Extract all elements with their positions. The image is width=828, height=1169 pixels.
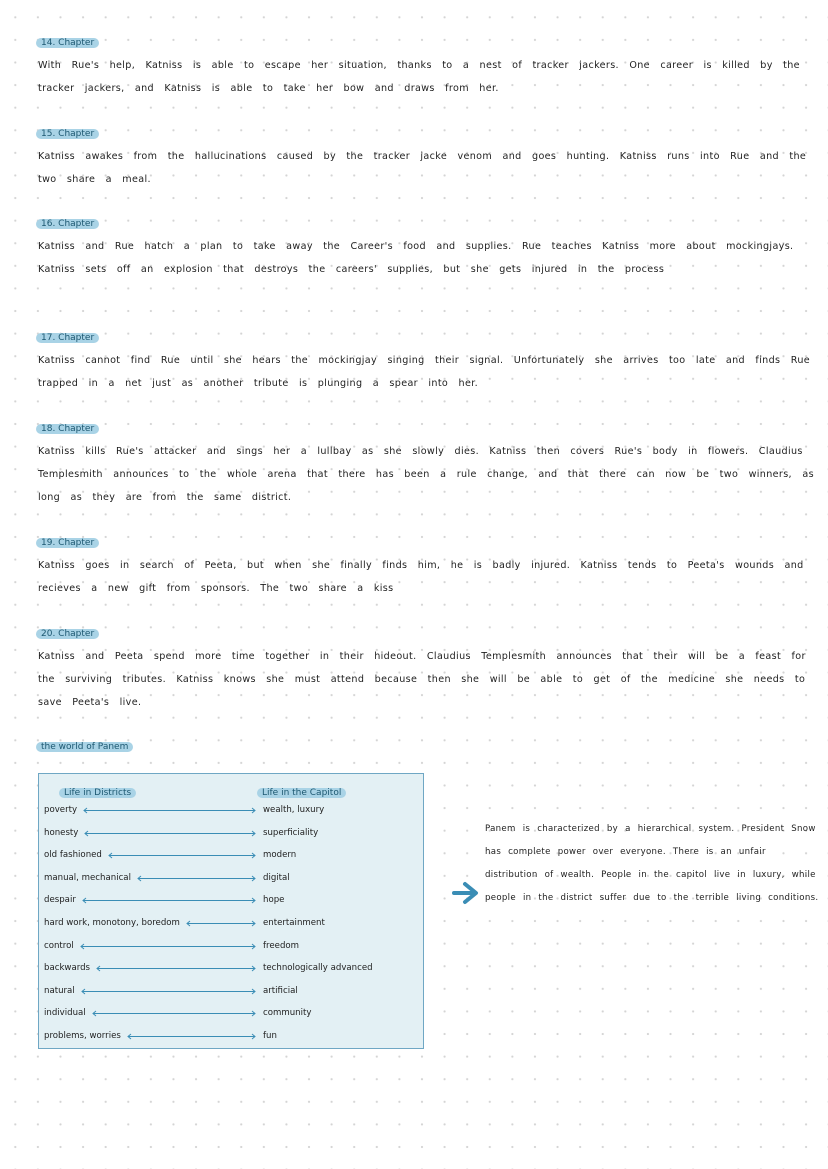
- comparison-row: [44, 867, 418, 890]
- chapter-label: 17. Chapter: [36, 333, 99, 343]
- district-trait: backwards: [44, 963, 91, 974]
- district-trait: despair: [44, 895, 76, 906]
- district-trait: problems, worries: [44, 1030, 121, 1041]
- chapter-label: 20. Chapter: [36, 629, 99, 639]
- double-arrow-icon: [108, 852, 256, 855]
- double-arrow-icon: [81, 988, 256, 991]
- comparison-row: [44, 957, 418, 980]
- districts-header: Life in Districts: [59, 780, 136, 799]
- double-arrow-icon: [83, 807, 256, 810]
- chapter-label: 15. Chapter: [36, 129, 99, 139]
- chapter-summary: Katniss and Peeta spend more time together in their hideout. Claudius Templesmith announces that their will be a feast for the surviving tributes. Katniss knows she must attend because then she will be able to get of the medicine she needs to save Peeta's live.: [38, 651, 806, 708]
- chapter-label: 14. Chapter: [36, 38, 99, 48]
- chapter-label: 19. Chapter: [36, 538, 99, 548]
- comparison-row: [44, 1025, 418, 1048]
- chapter-summary: Katniss kills Rue's attacker and sings her a lullbay as she slowly dies. Katniss then covers Rue's body in flowers. Claudius Templesmith announces to the whole arena that there has been a rule change, and that there can now be two winners, as long as they are from the same district.: [38, 446, 814, 503]
- double-arrow-icon: [186, 920, 256, 923]
- double-arrow-icon: [80, 943, 256, 946]
- comparison-box: [38, 773, 424, 1049]
- chapter-summary: Katniss goes in search of Peeta, but when she finally finds him, he is badly injured. Katniss tends to Peeta's wounds and recieves a new gift from sponsors. The two share a kiss: [38, 560, 804, 594]
- double-arrow-icon: [84, 830, 256, 833]
- district-trait: hard work, monotony, boredom: [44, 917, 180, 928]
- capitol-trait: technologically advanced: [263, 963, 373, 974]
- district-trait: poverty: [44, 805, 78, 815]
- capitol-trait: community: [263, 1008, 312, 1019]
- comparison-row: [44, 889, 418, 912]
- comparison-row: [44, 822, 418, 845]
- right-arrow-icon: [452, 880, 482, 910]
- comparison-row: [44, 844, 418, 867]
- capitol-trait: digital: [263, 872, 290, 883]
- comparison-row: [44, 912, 418, 935]
- chapter-summary: Katniss awakes from the hallucinations caused by the tracker jacke venom and goes hunting. Katniss runs into Rue and the two share a meal.: [38, 151, 807, 185]
- double-arrow-icon: [82, 897, 256, 900]
- district-trait: individual: [44, 1008, 86, 1019]
- chapter-18: [36, 416, 822, 509]
- capitol-trait: freedom: [263, 940, 300, 951]
- double-arrow-icon: [127, 1033, 256, 1036]
- comparison-row: [44, 799, 418, 822]
- chapter-label: 16. Chapter: [36, 219, 99, 229]
- comparison-rows: [44, 799, 418, 1048]
- double-arrow-icon: [137, 875, 256, 878]
- double-arrow-icon: [96, 965, 256, 968]
- district-trait: old fashioned: [44, 850, 102, 861]
- chapter-17: [36, 325, 822, 396]
- chapter-summary: Katniss and Rue hatch a plan to take away the Career's food and supplies. Rue teaches Katniss more about mockingjays. Katniss sets off an explosion that destroys the careers' supplies, but she gets injured in the process: [38, 241, 794, 275]
- capitol-trait: modern: [263, 850, 297, 861]
- capitol-header: Life in the Capitol: [257, 780, 346, 799]
- chapter-summary: With Rue's help, Katniss is able to escape her situation, thanks to a nest of tracker jackers. One career is killed by the tracker jackers, and Katniss is able to take her bow and draws from her.: [38, 60, 800, 94]
- comparison-row: [44, 1002, 418, 1025]
- comparison-row: [44, 935, 418, 958]
- chapter-20: [36, 621, 822, 714]
- comparison-row: [44, 980, 418, 1003]
- capitol-trait: hope: [263, 895, 285, 906]
- panem-summary: Panem is characterized by a hierarchical system. President Snow has complete power over everyone. There is an unfair distribution of wealth. People in the capitol live in luxury, while people in the district suffer due to the terrible living conditions.: [485, 824, 819, 903]
- section-label: the world of Panem: [36, 742, 133, 752]
- double-arrow-icon: [92, 1010, 256, 1013]
- district-trait: manual, mechanical: [44, 872, 131, 883]
- chapter-15: [36, 121, 822, 192]
- chapter-label: 18. Chapter: [36, 424, 99, 434]
- district-trait: control: [44, 940, 74, 951]
- chapter-16: [36, 211, 822, 282]
- chapter-19: [36, 530, 822, 601]
- district-trait: honesty: [44, 827, 79, 838]
- panem-title: [36, 734, 822, 759]
- chapter-summary: Katniss cannot find Rue until she hears the mockingjay singing their signal. Unfortunately she arrives too late and finds Rue trapped in a net just as another tribute is plunging a spear into her.: [38, 355, 811, 389]
- capitol-trait: superficiality: [263, 827, 319, 838]
- capitol-trait: fun: [263, 1030, 277, 1041]
- chapter-14: [36, 30, 822, 101]
- district-trait: natural: [44, 985, 75, 996]
- capitol-trait: entertainment: [263, 917, 325, 928]
- capitol-trait: artificial: [263, 985, 298, 996]
- capitol-trait: wealth, luxury: [263, 805, 325, 815]
